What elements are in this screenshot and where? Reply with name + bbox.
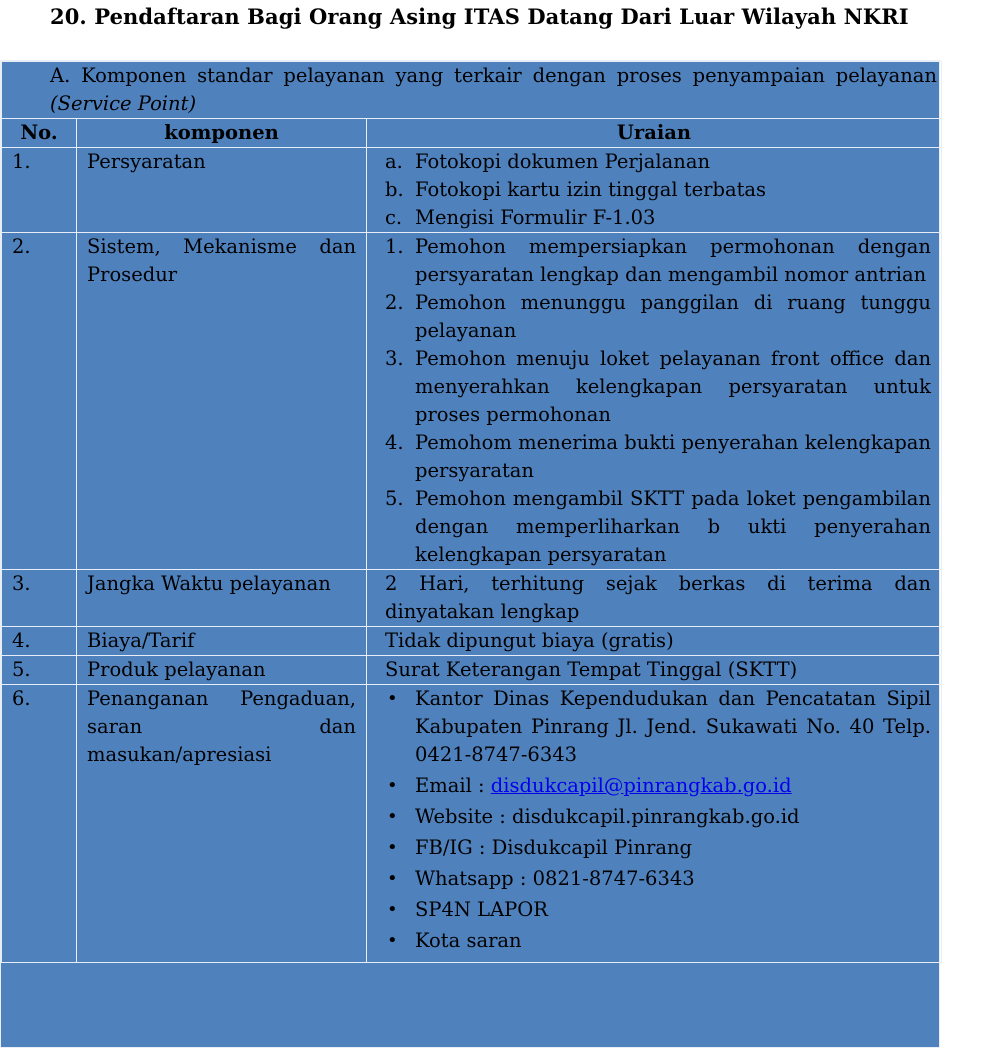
list-item-text: Mengisi Formulir F-1.03 [415, 206, 656, 229]
bullet-icon: • [387, 775, 398, 796]
list-item [377, 927, 931, 955]
list-item [377, 148, 931, 176]
list-item [377, 485, 931, 569]
row-komponen: Sistem, Mekanisme dan Prosedur [77, 233, 367, 570]
header-komponen: komponen [77, 119, 367, 148]
list-item [377, 772, 931, 800]
row-number: 5. [2, 656, 77, 685]
list-marker: 4. [385, 431, 404, 454]
list-item [377, 865, 931, 893]
whatsapp-item: Whatsapp : 0821-8747-6343 [415, 867, 695, 890]
list-item [377, 204, 931, 232]
table-row [2, 627, 942, 656]
bullet-icon: • [387, 806, 398, 827]
list-item [377, 803, 931, 831]
row-komponen: Persyaratan [77, 148, 367, 233]
list-marker: 1. [385, 235, 404, 258]
list-item [377, 176, 931, 204]
row-komponen: Produk pelayanan [77, 656, 367, 685]
service-standard-table-container [0, 60, 940, 1048]
row-number: 1. [2, 148, 77, 233]
list-item [377, 834, 931, 862]
row-uraian [367, 685, 942, 963]
list-item-text: Fotokopi kartu izin tinggal terbatas [415, 178, 767, 201]
list-item-text: Pemohom menerima bukti penyerahan kelengkapan persyaratan [415, 431, 931, 482]
list-item-text: Fotokopi dokumen Perjalanan [415, 150, 711, 173]
list-item [377, 345, 931, 429]
row-uraian: 2 Hari, terhitung sejak berkas di terima dan dinyatakan lengkap [367, 570, 942, 627]
bullet-icon: • [387, 837, 398, 858]
email-link[interactable]: disdukcapil@pinrangkab.go.id [490, 774, 792, 797]
table-row [2, 570, 942, 627]
fbig-item: FB/IG : Disdukcapil Pinrang [415, 836, 693, 859]
row-uraian [367, 233, 942, 570]
table-row [2, 148, 942, 233]
office-address: Kantor Dinas Kependudukan dan Pencatatan Sipil Kabupaten Pinrang Jl. Jend. Sukawati No. 40 Telp. 0421-8747-6343 [415, 687, 931, 766]
list-item-text: Pemohon mengambil SKTT pada loket pengambilan dengan memperliharkan b ukti penyerahan kelengkapan persyaratan [415, 487, 931, 566]
email-item [415, 772, 931, 800]
sp4n-item: SP4N LAPOR [415, 898, 548, 921]
bullet-icon: • [387, 899, 398, 920]
row-uraian [367, 148, 942, 233]
row-number: 6. [2, 685, 77, 963]
header-row [2, 119, 942, 148]
page-title: 20. Pendaftaran Bagi Orang Asing ITAS Datang Dari Luar Wilayah NKRI [50, 4, 909, 29]
list-item [377, 429, 931, 485]
table-row [2, 685, 942, 963]
row-komponen: Penanganan Pengaduan, saran dan masukan/apresiasi [77, 685, 367, 963]
bullet-icon: • [387, 868, 398, 889]
list-item [377, 289, 931, 345]
kota-saran-item: Kota saran [415, 929, 522, 952]
website-item: Website : disdukcapil.pinrangkab.go.id [415, 805, 800, 828]
list-marker: c. [385, 206, 403, 229]
row-uraian: Surat Keterangan Tempat Tinggal (SKTT) [367, 656, 942, 685]
list-marker: 2. [385, 291, 404, 314]
row-uraian: Tidak dipungut biaya (gratis) [367, 627, 942, 656]
table-row [2, 233, 942, 570]
section-a-text: A. Komponen standar pelayanan yang terkair dengan proses penyampaian pelayanan [50, 64, 937, 87]
bullet-icon: • [387, 688, 398, 709]
section-a-row [2, 62, 942, 119]
list-item-text: Pemohon menunggu panggilan di ruang tunggu pelayanan [415, 291, 931, 342]
row-komponen: Biaya/Tarif [77, 627, 367, 656]
service-standard-table [1, 61, 942, 963]
list-item-text: Pemohon menuju loket pelayanan front office dan menyerahkan kelengkapan persyaratan untuk proses permohonan [415, 347, 931, 426]
list-marker: b. [385, 178, 404, 201]
list-marker: 3. [385, 347, 404, 370]
list-marker: a. [385, 150, 403, 173]
row-number: 3. [2, 570, 77, 627]
list-item [377, 685, 931, 769]
row-number: 2. [2, 233, 77, 570]
list-item-text: Pemohon mempersiapkan permohonan dengan persyaratan lengkap dan mengambil nomor antrian [415, 235, 931, 286]
row-komponen: Jangka Waktu pelayanan [77, 570, 367, 627]
list-item [377, 233, 931, 289]
bullet-icon: • [387, 930, 398, 951]
list-marker: 5. [385, 487, 404, 510]
list-item [377, 896, 931, 924]
section-a-italic: (Service Point) [50, 92, 197, 115]
header-uraian: Uraian [367, 119, 942, 148]
header-no: No. [2, 119, 77, 148]
table-row [2, 656, 942, 685]
email-label: Email : [415, 774, 491, 797]
section-a-heading [2, 62, 942, 119]
row-number: 4. [2, 627, 77, 656]
